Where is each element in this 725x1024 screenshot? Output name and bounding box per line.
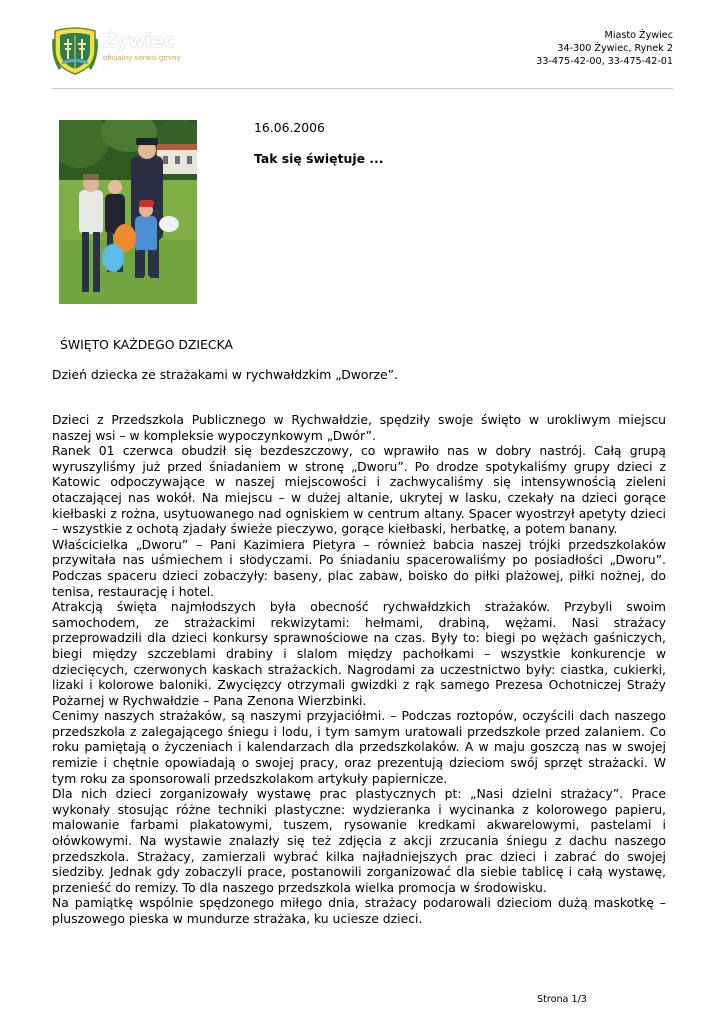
article-paragraph: Dzieci z Przedszkola Publicznego w Rychwałdzie, spędziły swoje święto w urokliwym miejscu naszej wsi – w kompleksie wypoczynkowym „Dwór”. bbox=[52, 412, 666, 443]
coat-of-arms-icon bbox=[52, 25, 98, 75]
contact-address: 34-300 Żywiec, Rynek 2 bbox=[557, 43, 673, 54]
logo-title: Żywiec bbox=[103, 30, 175, 52]
article-paragraph: Atrakcją święta najmłodszych była obecność rychwałdzkich strażaków. Przybyli swoim samochodem, ze strażackimi rekwizytami: hełmami, drabiną, wężami. Nasi strażacy przeprowadzili dla dzieci konkursy sprawnościowe na czas. Były to: biegi po wężach gaśniczych, biegi między szczeblami drabiny i slalom między pachołkami – wszystkie konkurencje w dziecięcych, czerwonych kaskach strażackich. Nagrodami za uczestnictwo były: ciastka, cukierki, lizaki i kolorowe baloniki. Zwycięzcy otrzymali gwizdki z rąk samego Prezesa Ochotniczej Straży Pożarnej w Rychwałdzie – Pana Zenona Wierzbinki. bbox=[52, 599, 666, 708]
article-paragraph: Dla nich dzieci zorganizowały wystawę prac plastycznych pt: „Nasi dzielni strażacy”. Prace wykonały stosując różne techniki plastyczne: wydzieranka i wycinanka z kolorowego papieru, malowanie farbami plakatowymi, tuszem, rysowanie kredkami akwarelowymi, pastelami i ołówkowymi. Na wystawie znalazły się też zdjęcia z akcji zrzucania śniegu z dachu naszego przedszkola. Strażacy, zamierzali wybrać kilka najładniejszych prac dzieci i zabrać do swojej siedziby. Jednak gdy zobaczyli prace, postanowili zorganizować dla siebie tablicę i całą wystawę, przenieść do remizy. To dla naszego przedszkola wielka promocja w środowisku. bbox=[52, 786, 666, 895]
contact-phones: 33-475-42-00, 33-475-42-01 bbox=[536, 56, 673, 67]
page-number: Strona 1/3 bbox=[537, 994, 587, 1005]
article-paragraph: Właścicielka „Dworu” – Pani Kazimiera Pietyra – również babcia naszej trójki przedszkolaków przywitała nas uśmiechem i słodyczami. Po śniadaniu spacerowaliśmy po posiadłości „Dworu”. Podczas spaceru dzieci zobaczyły: baseny, plac zabaw, boisko do piłki plażowej, piłki nożnej, do tenisa, restaurację i hotel. bbox=[52, 536, 666, 599]
article-paragraph: Cenimy naszych strażaków, są naszymi przyjaciółmi. – Podczas roztopów, oczyścili dach naszego przedszkola z zalegającego śniegu i lodu, i tym samym uratowali przedszkole przed zalaniem. Co roku pamiętają o życzeniach i kalendarzach dla przedszkolaków. A w maju goszczą nas w swojej remizie i chętnie opowiadają o swojej pracy, oraz prezentują dzieciom swój sprzęt strażacki. W tym roku za sponsorowali przedszkolakom artykuły papiernicze. bbox=[52, 708, 666, 786]
section-title: ŚWIĘTO KAŻDEGO DZIECKA bbox=[60, 337, 233, 352]
logo-subtitle: oficjalny serwis gminy bbox=[103, 54, 181, 62]
article-lead: Dzień dziecka ze strażakami w rychwałdzkim „Dworze”. bbox=[52, 367, 399, 382]
article-headline: Tak się świętuje ... bbox=[254, 151, 384, 166]
contact-city: Miasto Żywiec bbox=[604, 30, 673, 41]
article-date: 16.06.2006 bbox=[254, 120, 325, 135]
contact-block bbox=[536, 29, 673, 68]
article-body bbox=[52, 412, 666, 927]
header-divider bbox=[52, 88, 673, 89]
site-logo[interactable] bbox=[52, 25, 202, 75]
article-paragraph: Na pamiątkę wspólnie spędzonego miłego dnia, strażacy podarowali dzieciom dużą maskotkę – pluszowego pieska w mundurze strażaka, ku uciesze dzieci. bbox=[52, 895, 666, 926]
article-paragraph: Ranek 01 czerwca obudził się bezdeszczowy, co wprawiło nas w dobry nastrój. Całą grupą wyruszyliśmy już przed śniadaniem w stronę „Dworu”. Po drodze spotykaliśmy grupy dzieci z Katowic odpoczywające w naszej miejscowości i zachwycaliśmy się intensywnością zieleni otaczającej nas wokół. Na miejscu – w dużej altanie, ukrytej w lasku, czekały na dzieci gorące kiełbaski z rożna, usytuowanego nad ogniskiem w centrum altany. Spacer wyostrzył apetyty dzieci – wszystkie z ochotą zjadały świeże pieczywo, gorące kiełbaski, herbatkę, a potem banany. bbox=[52, 443, 666, 537]
article-photo bbox=[59, 120, 197, 304]
